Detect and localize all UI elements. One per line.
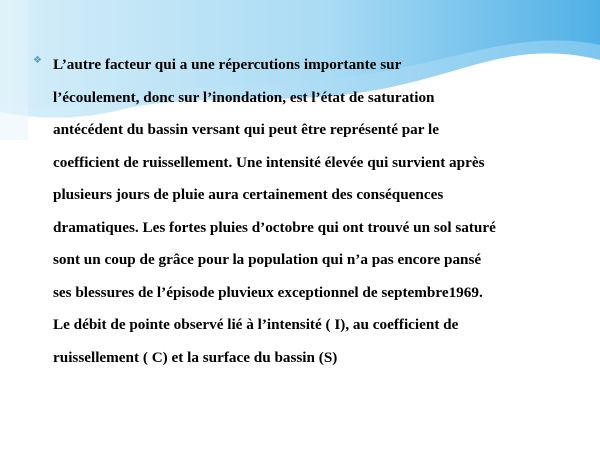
top-left-corner-shade	[0, 0, 28, 140]
paragraph-line: l’écoulement, donc sur l’inondation, est l’état de saturation	[53, 88, 435, 106]
paragraph-line: L’autre facteur qui a une répercutions importante sur	[53, 56, 402, 73]
diamond-bullet-icon: ❖	[33, 55, 42, 66]
paragraph-line: antécédent du bassin versant qui peut être représenté par le	[53, 121, 439, 138]
paragraph-line: ruissellement ( C) et la surface du bassin (S)	[53, 348, 338, 366]
paragraph-line: sont un coup de grâce pour la population qui n’a pas encore pansé	[53, 251, 482, 268]
paragraph-line: plusieurs jours de pluie aura certainement des conséquences	[53, 186, 444, 203]
paragraph-line: coefficient de ruissellement. Une intensité élevée qui survient après	[53, 153, 485, 171]
paragraph-line: dramatiques. Les fortes pluies d’octobre qui ont trouvé un sol saturé	[53, 218, 496, 236]
paragraph	[53, 49, 573, 374]
paragraph-line: ses blessures de l’épisode pluvieux exceptionnel de septembre1969.	[53, 283, 483, 301]
paragraph-line: Le débit de pointe observé lié à l’intensité ( I), au coefficient de	[53, 316, 459, 333]
